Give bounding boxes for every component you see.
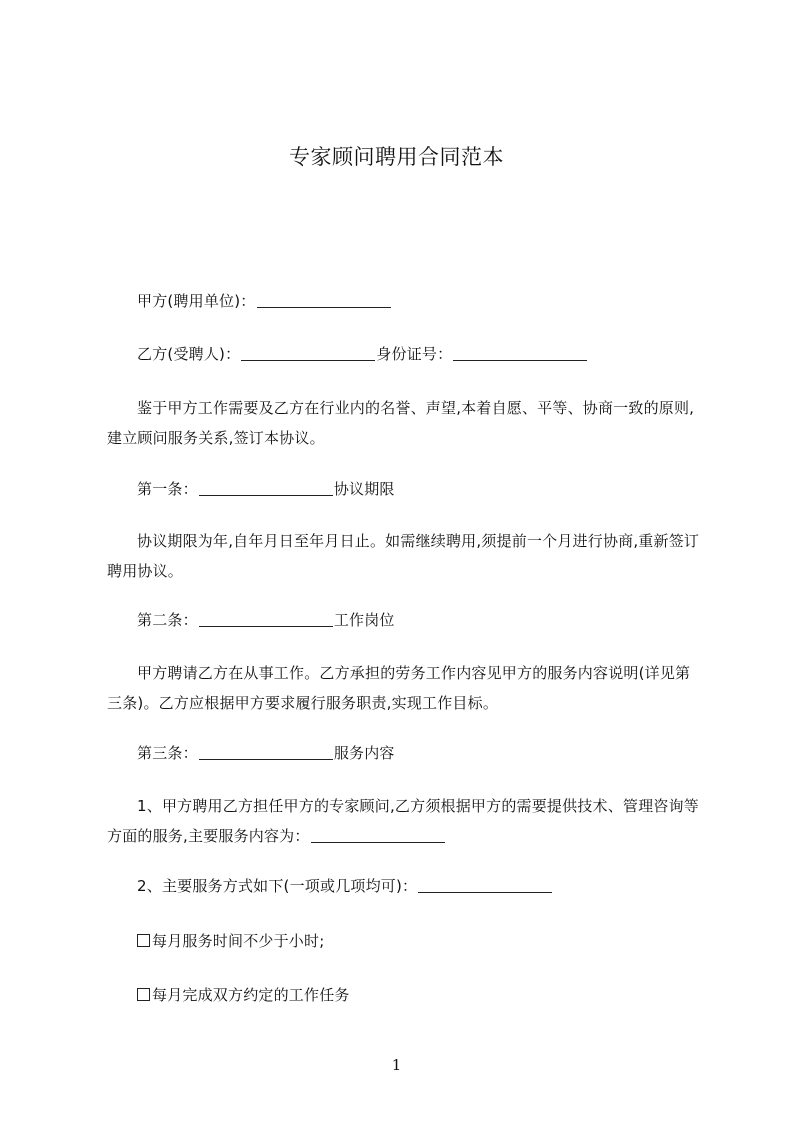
preamble-paragraph: 鉴于甲方工作需要及乙方在行业内的名誉、声望,本着自愿、平等、协商一致的原则,建立顾问服务关系,签订本协议。 (107, 399, 695, 447)
article1-heading (107, 474, 702, 504)
option-hours-checkbox[interactable] (137, 934, 150, 947)
article2-prefix: 第二条： (137, 611, 198, 629)
option-tasks (107, 980, 702, 1010)
article1-blank[interactable] (199, 481, 333, 496)
article3-item1 (107, 791, 702, 851)
party-a-line (107, 286, 702, 316)
article1-prefix: 第一条： (137, 480, 198, 498)
article3-prefix: 第三条： (137, 744, 198, 762)
article3-blank[interactable] (199, 745, 333, 760)
article3-heading (107, 738, 702, 768)
article1-body: 协议期限为年,自年月日至年月日止。如需继续聘用,须提前一个月进行协商,重新签订聘用协议。 (107, 532, 700, 580)
option-hours (107, 926, 702, 956)
service-method-blank[interactable] (418, 878, 552, 893)
option-tasks-checkbox[interactable] (137, 988, 150, 1001)
party-b-label: 乙方(受聘人)： (137, 345, 241, 363)
option-hours-text: 每月服务时间不少于小时; (152, 932, 325, 950)
service-content-blank[interactable] (311, 828, 445, 843)
party-a-label: 甲方(聘用单位)： (137, 292, 256, 310)
option-tasks-text: 每月完成双方约定的工作任务 (152, 986, 350, 1004)
page-number: 1 (391, 1056, 402, 1074)
party-b-blank[interactable] (241, 346, 375, 361)
document-title: 专家顾问聘用合同范本 (289, 145, 504, 169)
party-b-line (107, 339, 702, 369)
article3-suffix: 服务内容 (333, 744, 395, 762)
id-number-label: 身份证号： (376, 345, 453, 363)
article3-item2 (107, 871, 702, 901)
id-number-blank[interactable] (453, 346, 587, 361)
article3-item2-text: 2、主要服务方式如下(一项或几项均可)： (137, 877, 418, 895)
article2-blank[interactable] (199, 612, 333, 627)
article1-suffix: 协议期限 (333, 480, 395, 498)
article2-suffix: 工作岗位 (333, 611, 395, 629)
party-a-blank[interactable] (257, 293, 391, 308)
article3-item1-text: 1、甲方聘用乙方担任甲方的专家顾问,乙方须根据甲方的需要提供技术、管理咨询等方面的服务,主要服务内容为： (107, 797, 699, 845)
article2-heading (107, 605, 702, 635)
article2-body: 甲方聘请乙方在从事工作。乙方承担的劳务工作内容见甲方的服务内容说明(详见第三条)。乙方应根据甲方要求履行服务职责,实现工作目标。 (107, 664, 691, 712)
